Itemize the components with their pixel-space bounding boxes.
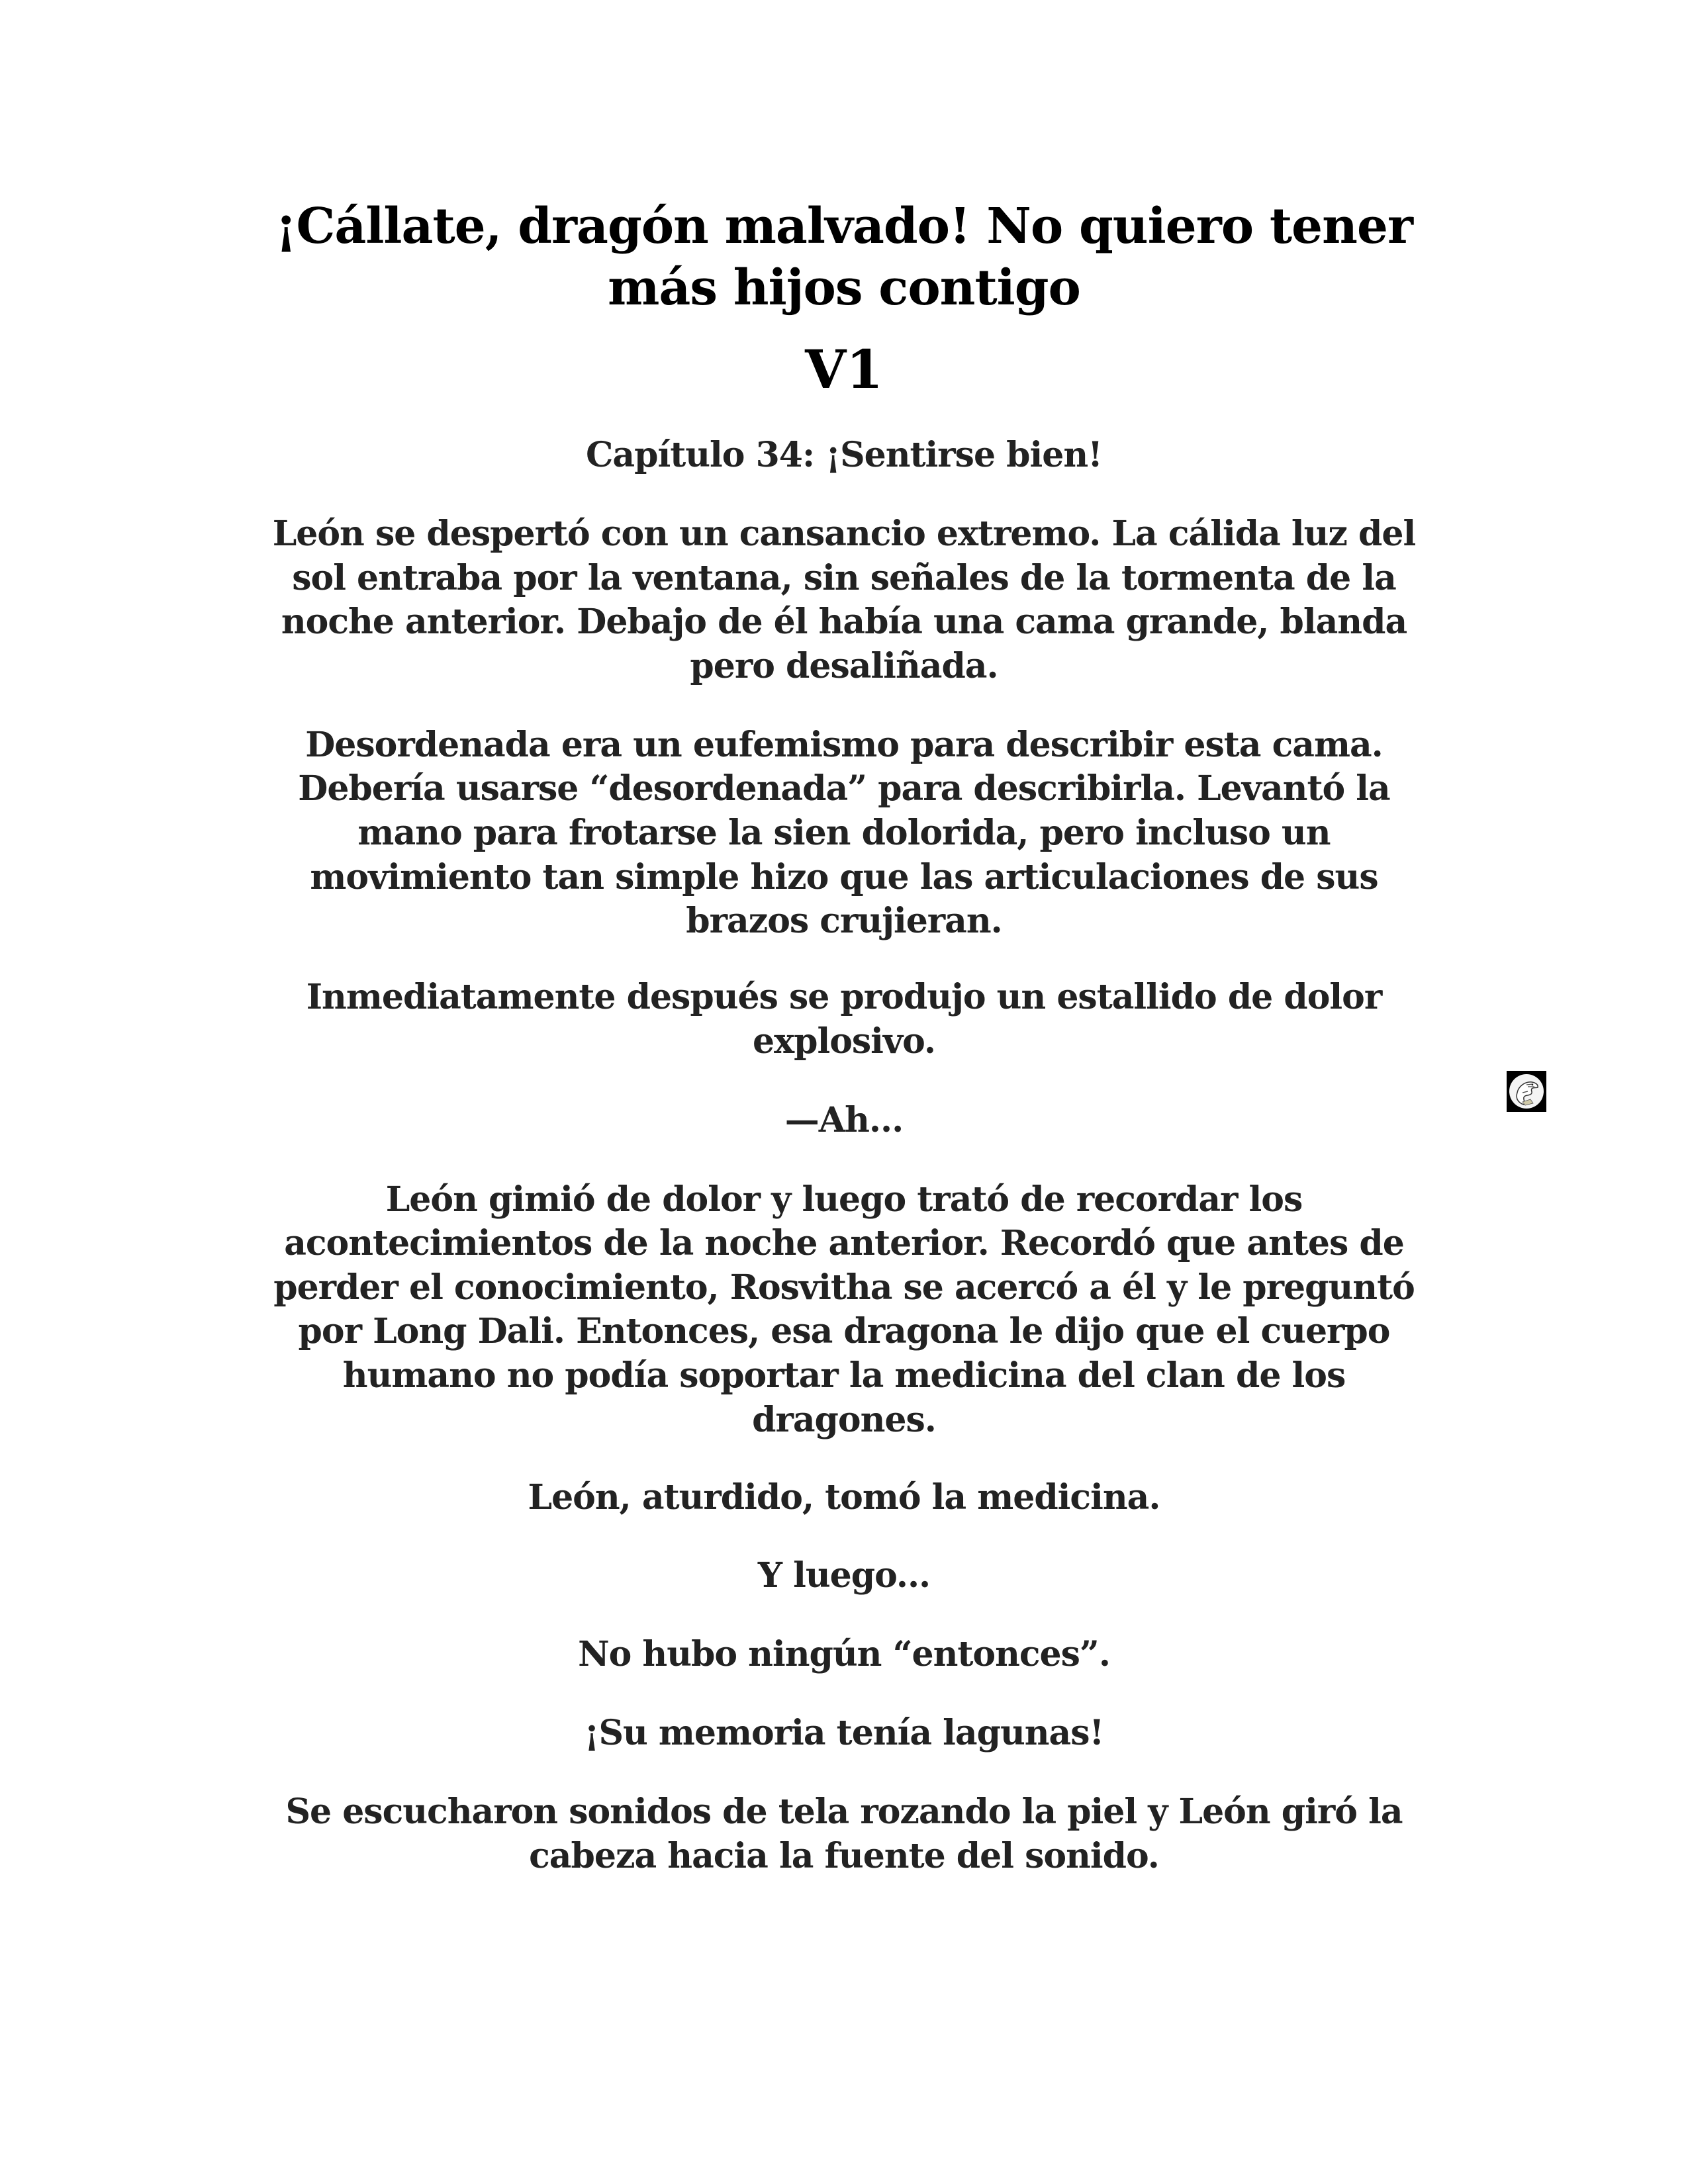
text-line: humano no podía soportar la medicina del clan de los (342, 1355, 1346, 1396)
paragraph-8-line (248, 1634, 1440, 1674)
title-text: ¡Cállate, dragón malvado! No quiero tener (275, 198, 1413, 255)
paragraph-4-line (248, 1100, 1440, 1140)
text-line: Y luego... (757, 1555, 931, 1596)
text-line: Debería usarse “desordenada” para describirla. Levantó la (298, 768, 1390, 809)
text-line: acontecimientos de la noche anterior. Recordó que antes de (284, 1223, 1404, 1263)
text-line: cabeza hacia la fuente del sonido. (529, 1836, 1159, 1876)
text-line: por Long Dali. Entonces, esa dragona le dijo que el cuerpo (298, 1311, 1390, 1351)
paragraph-3-line (248, 977, 1440, 1017)
paragraph-6-line (248, 1477, 1440, 1518)
paragraph-1-line (248, 646, 1440, 686)
chapter-heading (248, 435, 1440, 475)
text-line: dragones. (752, 1400, 936, 1440)
paragraph-10-line (248, 1792, 1440, 1832)
text-line: Desordenada era un eufemismo para describir esta cama. (305, 725, 1383, 765)
text-line: mano para frotarse la sien dolorida, pero incluso un (357, 813, 1331, 853)
text-line: No hubo ningún “entonces”. (578, 1634, 1110, 1674)
paragraph-2-line (248, 768, 1440, 809)
text-line: Inmediatamente después se produjo un estallido de dolor (306, 977, 1382, 1017)
volume-text: V1 (805, 338, 883, 400)
text-line: brazos crujieran. (686, 901, 1002, 941)
text-line: ¡Su memoria tenía lagunas! (584, 1713, 1104, 1753)
volume-label (248, 338, 1440, 400)
text-line: Se escucharon sonidos de tela rozando la piel y León giró la (285, 1792, 1403, 1832)
chapter-text: Capítulo 34: ¡Sentirse bien! (586, 435, 1102, 475)
text-line: León, aturdido, tomó la medicina. (528, 1477, 1160, 1518)
dinosaur-logo-icon (1507, 1071, 1546, 1112)
paragraph-5-line (248, 1355, 1440, 1396)
paragraph-9-line (248, 1713, 1440, 1753)
paragraph-1-line (248, 514, 1440, 554)
text-line: movimiento tan simple hizo que las articulaciones de sus (310, 857, 1378, 897)
paragraph-5-line (248, 1311, 1440, 1351)
paragraph-7-line (248, 1555, 1440, 1596)
paragraph-3-line (248, 1021, 1440, 1062)
text-line: perder el conocimiento, Rosvitha se acercó a él y le preguntó (273, 1267, 1415, 1308)
paragraph-5-line (248, 1267, 1440, 1308)
text-line: noche anterior. Debajo de él había una cama grande, blanda (281, 602, 1407, 642)
paragraph-2-line (248, 813, 1440, 853)
paragraph-2-line (248, 725, 1440, 765)
text-line: León gimió de dolor y luego trató de recordar los (385, 1179, 1303, 1220)
dinosaur-icon (1508, 1073, 1545, 1110)
title-line-2 (248, 259, 1440, 316)
paragraph-1-line (248, 602, 1440, 642)
paragraph-2-line (248, 857, 1440, 897)
paragraph-10-line (248, 1836, 1440, 1876)
text-line: sol entraba por la ventana, sin señales de la tormenta de la (292, 558, 1396, 598)
text-line: —Ah... (784, 1100, 904, 1140)
paragraph-5-line (248, 1400, 1440, 1440)
paragraph-5-line (248, 1223, 1440, 1263)
text-line: explosivo. (753, 1021, 935, 1062)
paragraph-2-line (248, 901, 1440, 941)
title-line-1 (248, 198, 1440, 255)
paragraph-5-line (248, 1179, 1440, 1220)
text-line: León se despertó con un cansancio extremo. La cálida luz del (272, 514, 1416, 554)
text-line: pero desaliñada. (690, 646, 998, 686)
title-text: más hijos contigo (608, 259, 1080, 316)
paragraph-1-line (248, 558, 1440, 598)
